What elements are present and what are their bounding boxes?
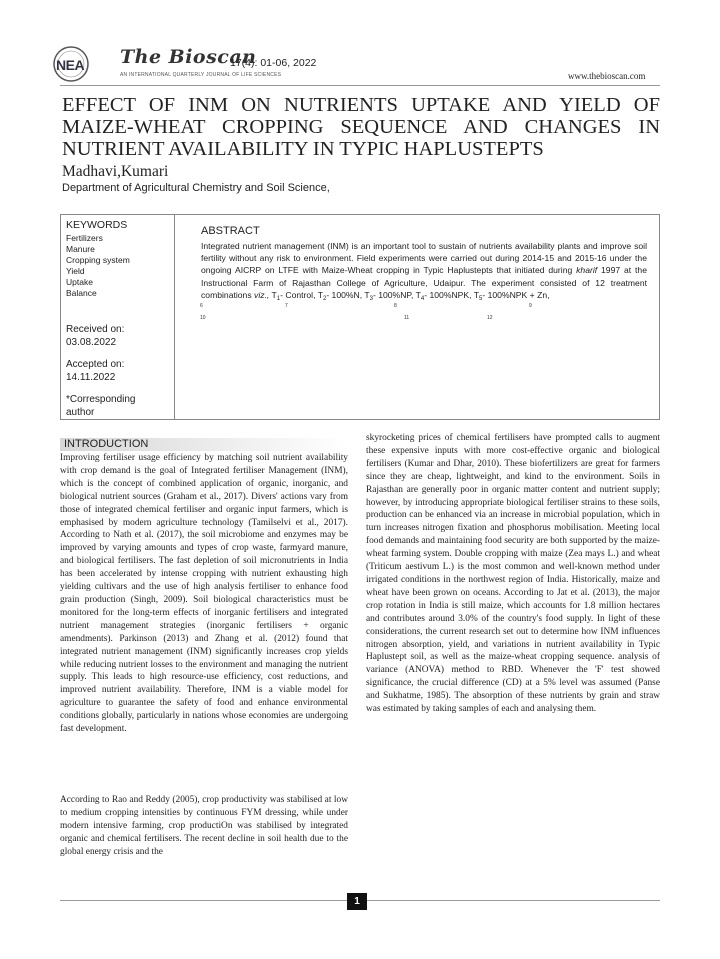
keyword-item: Manure (66, 244, 95, 254)
author-department: Department of Agricultural Chemistry and Soil Science, (62, 182, 330, 194)
introduction-heading: INTRODUCTION (64, 438, 149, 450)
keyword-item: Balance (66, 288, 97, 298)
treatment-subscript: 7 (285, 303, 288, 309)
article-title: EFFECT OF INM ON NUTRIENTS UPTAKE AND YIELD OF MAIZE-WHEAT CROPPING SEQUENCE AND CHANGES IN NUTRIENT AVAILABILITY IN TYPIC HAPLUSTEPTS (62, 94, 660, 160)
journal-website[interactable]: www.thebioscan.com (568, 71, 646, 81)
received-label: Received on: (66, 324, 125, 335)
accepted-date: 14.11.2022 (66, 372, 116, 383)
keyword-item: Fertilizers (66, 233, 103, 243)
keywords-box (60, 214, 175, 420)
abstract-box (175, 214, 660, 420)
keyword-item: Yield (66, 266, 85, 276)
header-divider (60, 85, 660, 86)
treatment-subscript: 8 (394, 303, 397, 309)
treatment-subscript: 11 (404, 315, 410, 321)
treatment-subscript: 6 (200, 303, 203, 309)
keyword-item: Uptake (66, 277, 93, 287)
accepted-label: Accepted on: (66, 359, 125, 370)
journal-logo (50, 45, 92, 83)
journal-volume: 17(4): 01-06, 2022 (230, 57, 317, 69)
received-date: 03.08.2022 (66, 337, 117, 348)
page-number: 1 (347, 893, 367, 910)
journal-subtitle: AN INTERNATIONAL QUARTERLY JOURNAL OF LIFE SCIENCES (120, 72, 282, 78)
logo-text: NEA (56, 57, 85, 73)
keywords-heading: KEYWORDS (66, 219, 128, 231)
article-authors: Madhavi,Kumari (62, 163, 169, 180)
introduction-paragraph: skyrocketing prices of chemical fertilisers have prompted calls to augment these expensive inputs with more cost-effective organic and biological fertilisers (Kumar and Dhar, 2010). These biofertilizers are great for farmers since they are cheap, lightweight, and kind to the environment. Soils in Rajasthan are generally poor in organic matter content and nutrient supply; however, by introducing appropriate biological fertiliser strains to these soils, production can be enhanced via an increase in microbial population, which in turn increases nitrogen fixation and phosphorus mobilisation. Meeting local food demands and maintaining food security are both supported by the maize-wheat farming system. Double cropping with maize (Zea mays L.) and wheat (Triticum aestivum L.) is the most common and well-known method under irrigated conditions in the northwest region of India. Historically, maize and wheat have been grown on oceans. According to Jat et al. (2013), the major crop rotation in India is still maize, which accounts for 1.8 million hectares and contributes around 3.0% of the country's food supply. In light of these considerations, the current research set out to determine how INM influences nitrogen absorption, yield, and variations in nutrient availability in Typic Haplustept soil, as well as the maize-wheat cropping sequence. analysis of variance (ANOVA) method to RBD. Whenever the 'F' test showed significance, the crucial difference (CD) at a 5% level was assumed (Panse and Sukhatme, 1985). The absorption of these nutrients by grain and straw was estimated by taking samples of each and analysing them. (366, 433, 660, 715)
treatment-subscript: 9 (529, 303, 532, 309)
treatment-subscript: 10 (200, 315, 206, 321)
journal-name: The Bioscan (120, 46, 257, 68)
introduction-paragraph: Improving fertiliser usage efficiency by matching soil nutrient availability with crop demand is the goal of Integrated fertiliser Management (INM), which is the concept of combined application of organic, inorganic, and biological nutrient sources (Graham et al., 2017). Divers' actions vary from those of integrated chemical fertiliser and organic input farmers, which is emphasised by modern agriculture technology (Tamilselvi et al., 2017). According to Nath et al. (2017), the soil microbiome and enzymes may be improved by varying amounts and types of crop waste, farmyard manure, and biological fertilisers. The fast depletion of soil micronutrients in India has been accelerated by intense cropping with nutrient exhausting high yielding cultivars and the use of high analysis fertiliser to enhance food grain production (Singh, 2009). Soil biological characteristics must be monitored for the long-term effects of inorganic fertilisers and integrated nutrient management strategies (inorganic fertilisers + organic amendments). Parkinson (2013) and Zhang et al. (2012) found that integrated nutrient management (INM) significantly increases crop yields while reducing nutrient losses to the environment and managing the nutrient supply. This leads to high resource-use efficiency, cost reductions, and improved nutrient availability. Therefore, INM is a viable model for agriculture to guarantee the safety of food and enhance environmental conditions globally, particularly in nations whose economies are undergoing fast development. (60, 453, 348, 735)
introduction-paragraph: According to Rao and Reddy (2005), crop productivity was stabilised at low to medium cropping intensities by continuous FYM dressing, while under modern intensive farming, crop productiOn was stabilised by integrated organic and chemical fertilisers. The recent decline in soil health due to the global energy crisis and the (60, 795, 348, 857)
treatment-subscript: 12 (487, 315, 493, 321)
abstract-heading: ABSTRACT (201, 225, 260, 237)
keyword-item: Cropping system (66, 255, 130, 265)
abstract-text: Integrated nutrient management (INM) is an important tool to sustain of nutrients availability plants and improve soil fertility without any risk to environment. Field experiments were carried out during 2014-15 and 2015-16 under the ongoing AICRP on LTFE with Maize-Wheat cropping in Typic Haplustepts that initiated during kharif 1997 at the Instructional Farm of Rajasthan College of Agriculture, Udaipur. The experiment consisted of 12 treatment combinations viz., $T_1-$ Control, $T_2-$ 100%N, $T_3-$ 100%NP, $T_4-$ 100%NPK, $T_5-$ 100%NPK + Zn, (201, 241, 647, 302)
corresponding-author: *Corresponding author (66, 394, 136, 418)
